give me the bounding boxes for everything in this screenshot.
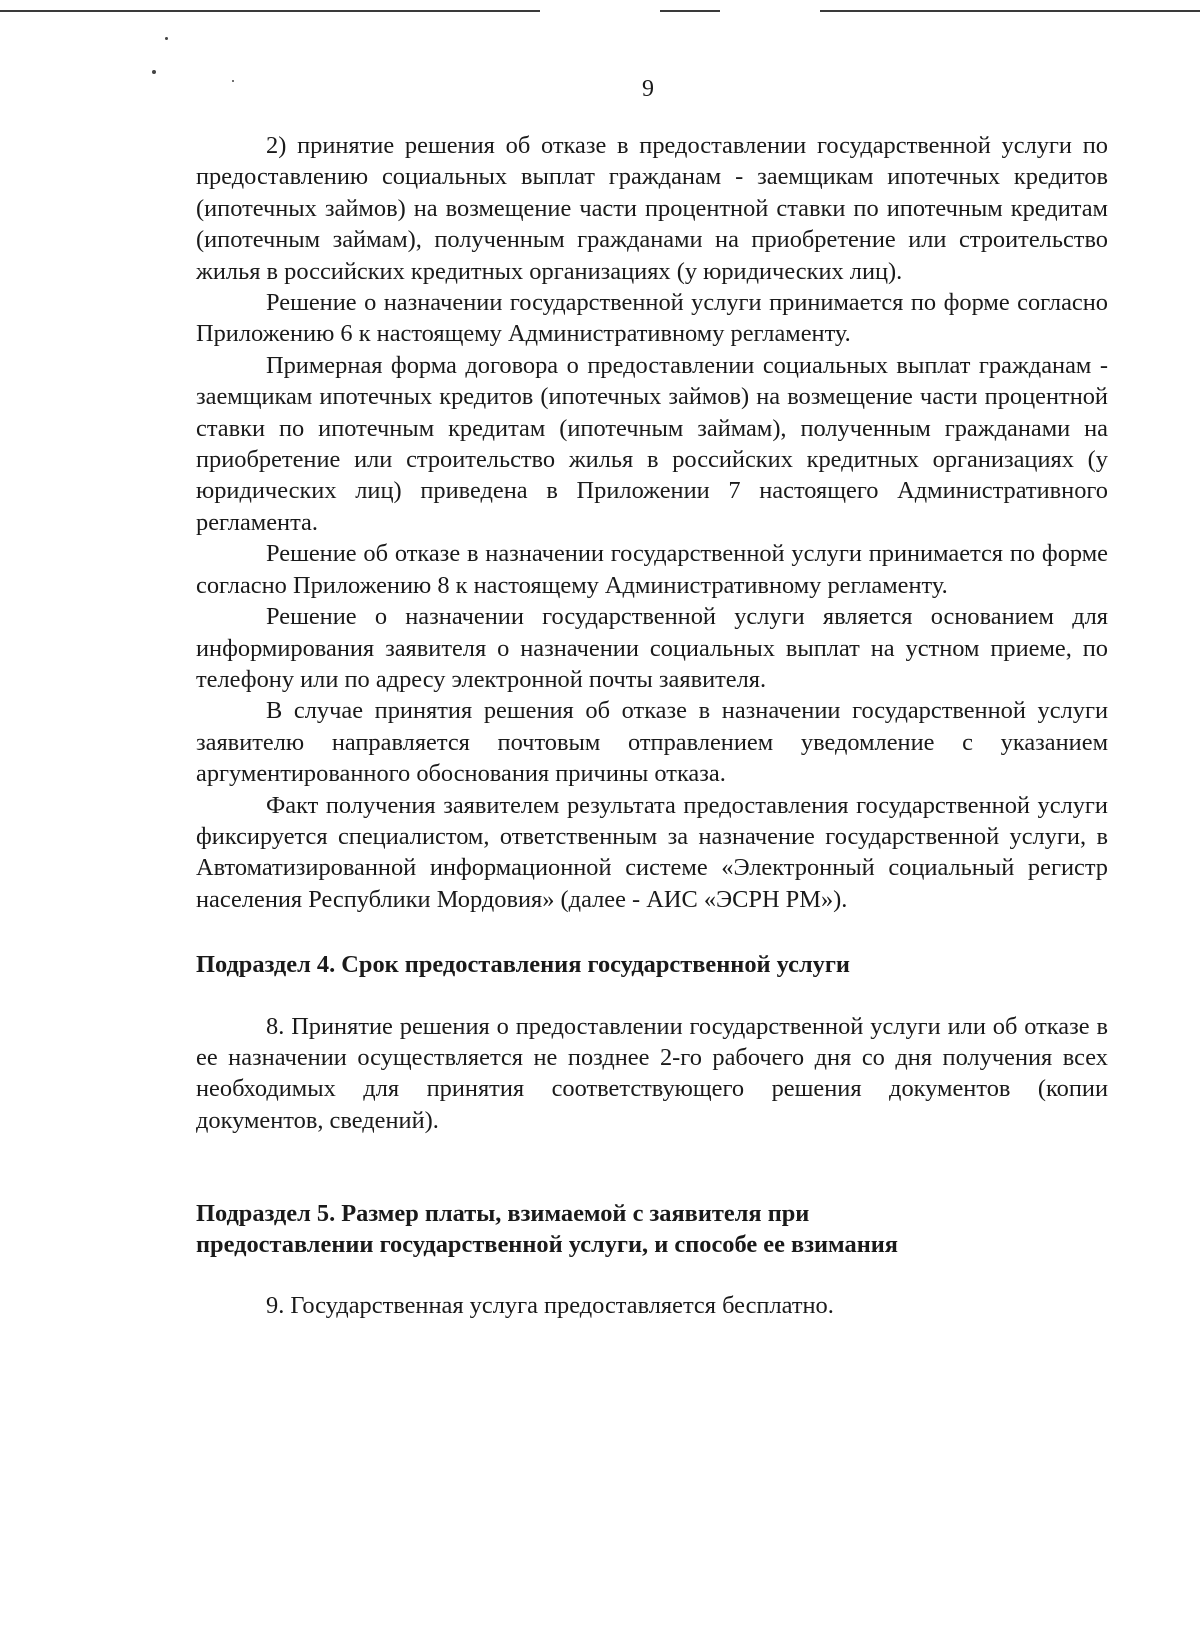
- paragraph: 2) принятие решения об отказе в предоставлении государственной услуги по предоставлению социальных выплат гражданам - заемщикам ипотечных кредитов (ипотечных займов) на возмещение части процентной ставки по ипотечным кредитам (ипотечным займам), полученным гражданами на приобретение или строительство жилья в российских кредитных организациях (у юридических лиц).: [196, 132, 1108, 285]
- page-number: 9: [642, 76, 654, 102]
- section-4-paragraph: 8. Принятие решения о предоставлении государственной услуги или об отказе в ее назначении осуществляется не позднее 2-го рабочего дня со дня получения всех необходимых для принятия соответствующего решения документов (копии документов, сведений).: [196, 1012, 1108, 1134]
- paragraph: Факт получения заявителем результата предоставления государственной услуги фиксируется специалистом, ответственным за назначение государственной услуги, в Автоматизированной информационной системе «Электронный социальный регистр населения Республики Мордовия» (далее - АИС «ЭСРН РМ»).: [196, 791, 1108, 913]
- scan-speck: [152, 70, 156, 74]
- section-5-heading: [196, 1198, 1108, 1260]
- scan-speck: [165, 37, 168, 40]
- section-5-heading-line-1: Подраздел 5. Размер платы, взимаемой с заявителя при: [196, 1200, 810, 1228]
- scan-border-line: [820, 10, 1200, 12]
- paragraph: Решение об отказе в назначении государственной услуги принимается по форме согласно Приложению 8 к настоящему Административному регламенту.: [196, 540, 1108, 599]
- scan-border-line: [660, 10, 720, 12]
- paragraph: Решение о назначении государственной услуги принимается по форме согласно Приложению 6 к настоящему Административному регламенту.: [196, 289, 1108, 348]
- paragraph: В случае принятия решения об отказе в назначении государственной услуги заявителю направляется почтовым отправлением уведомление с указанием аргументированного обоснования причины отказа.: [196, 697, 1108, 788]
- section-4-heading: Подраздел 4. Срок предоставления государственной услуги: [196, 951, 850, 979]
- scan-border-line: [0, 10, 540, 12]
- paragraph: Примерная форма договора о предоставлении социальных выплат гражданам - заемщикам ипотечных кредитов (ипотечных займов) на возмещение части процентной ставки по ипотечным кредитам (ипотечным займам), полученным гражданами на приобретение или строительство жилья в российских кредитных организациях (у юридических лиц) приведена в Приложении 7 настоящего Административного регламента.: [196, 351, 1108, 536]
- paragraph: Решение о назначении государственной услуги является основанием для информирования заявителя о назначении социальных выплат на устном приеме, по телефону или по адресу электронной почты заявителя.: [196, 603, 1108, 693]
- section-5-heading-line-2: предоставлении государственной услуги, и способе ее взимания: [196, 1231, 898, 1259]
- section-5-paragraph: 9. Государственная услуга предоставляется бесплатно.: [266, 1292, 834, 1320]
- document-body: [196, 130, 1108, 1322]
